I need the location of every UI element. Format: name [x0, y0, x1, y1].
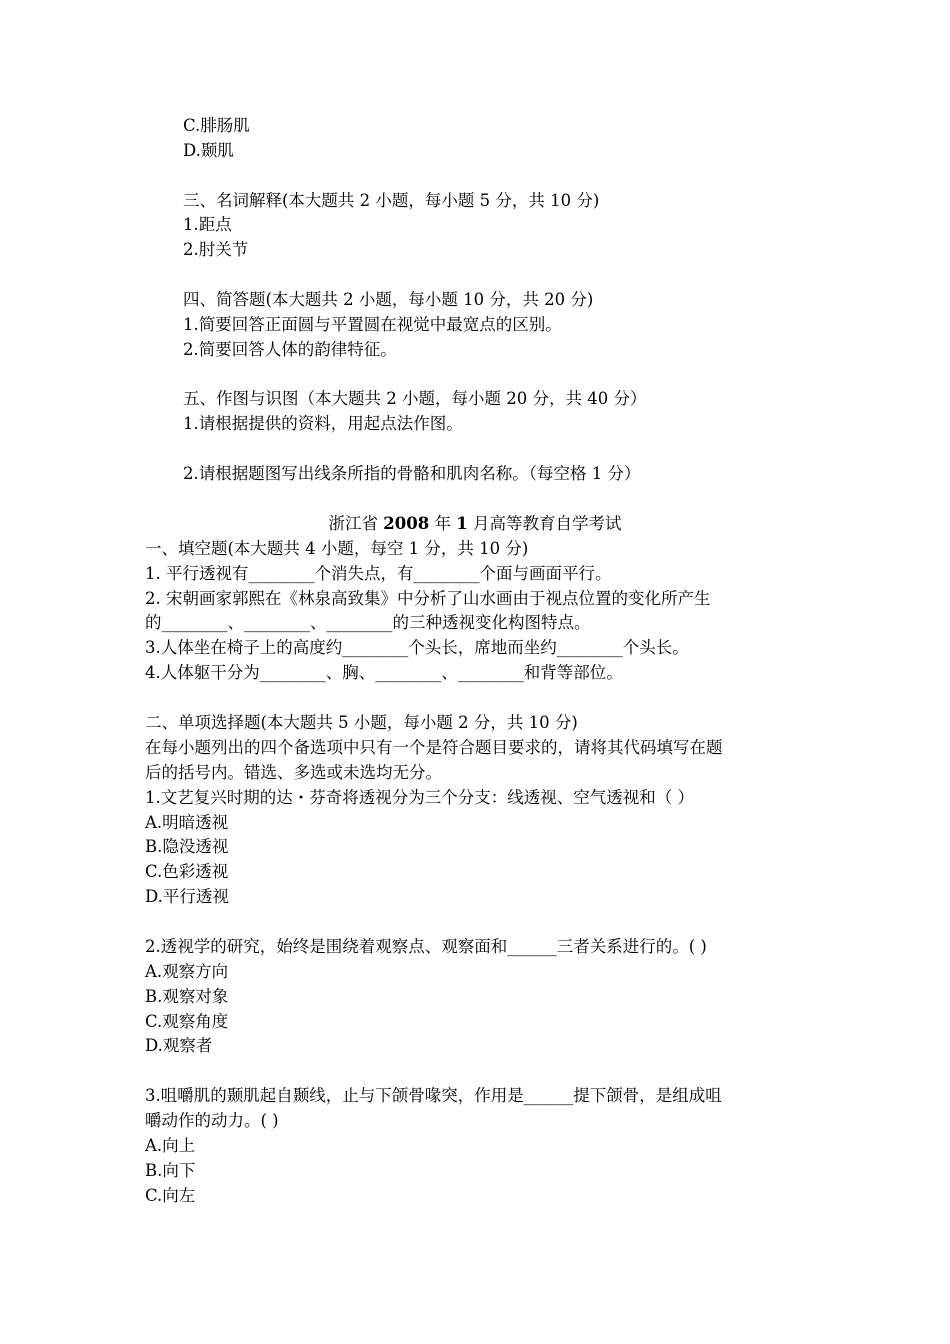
choice-q1-option-d: D.平行透视 — [145, 887, 229, 906]
choice-q1-option-a: A.明暗透视 — [145, 813, 229, 832]
choice-q1-option-c: C.色彩透视 — [145, 862, 229, 881]
exam-title-part-1: 浙江省 — [328, 514, 384, 533]
section-5-item-1: 1.请根据提供的资料，用起点法作图。 — [183, 414, 463, 433]
choice-q2-option-a: A.观察方向 — [145, 962, 229, 981]
choice-q3-line-2: 嚼动作的动力。( ) — [145, 1111, 279, 1130]
section-5-heading: 五、作图与识图（本大题共 2 小题，每小题 20 分，共 40 分） — [183, 389, 647, 408]
choice-q3-option-a: A.向上 — [145, 1136, 196, 1155]
fill-blank-q2-line-2: 的________、________、________的三种透视变化构图特点。 — [145, 613, 591, 632]
section-4-item-2: 2.简要回答人体的韵律特征。 — [183, 340, 397, 359]
choice-q1-option-b: B.隐没透视 — [145, 837, 229, 856]
choice-q2-option-c: C.观察角度 — [145, 1012, 229, 1031]
fill-blank-heading: 一、填空题(本大题共 4 小题，每空 1 分，共 10 分) — [145, 539, 529, 558]
section-5-item-2: 2.请根据题图写出线条所指的骨骼和肌肉名称。（每空格 1 分） — [183, 464, 641, 483]
choice-instructions-line-1: 在每小题列出的四个备选项中只有一个是符合题目要求的，请将其代码填写在题 — [145, 738, 723, 757]
choice-q3-line-1: 3.咀嚼肌的颞肌起自颞线，止与下颌骨喙突，作用是______提下颌骨，是组成咀 — [145, 1086, 722, 1105]
choice-q3-option-b: B.向下 — [145, 1161, 196, 1180]
choice-q1: 1.文艺复兴时期的达・芬奇将透视分为三个分支：线透视、空气透视和（ ） — [145, 788, 694, 807]
choice-q2-option-b: B.观察对象 — [145, 987, 229, 1006]
choice-heading: 二、单项选择题(本大题共 5 小题，每小题 2 分，共 10 分) — [145, 713, 578, 732]
fill-blank-q2-line-1: 2. 宋朝画家郭熙在《林泉高致集》中分析了山水画由于视点位置的变化所产生 — [145, 589, 711, 608]
section-3-item-2: 2.肘关节 — [183, 240, 249, 259]
choice-q3-option-c: C.向左 — [145, 1186, 196, 1205]
exam-title — [0, 512, 950, 536]
exam-title-month: 1 — [456, 514, 468, 533]
option-d-temporalis: D.颞肌 — [183, 141, 234, 160]
option-c-gastrocnemius: C.腓肠肌 — [183, 116, 250, 135]
exam-title-part-3: 月高等教育自学考试 — [467, 514, 622, 533]
section-3-item-1: 1.距点 — [183, 215, 232, 234]
fill-blank-q4: 4.人体躯干分为________、胸、________、________和背等部位。 — [145, 663, 623, 682]
section-4-heading: 四、简答题(本大题共 2 小题，每小题 10 分，共 20 分) — [183, 290, 594, 309]
exam-title-part-2: 年 — [429, 514, 457, 533]
choice-q2-option-d: D.观察者 — [145, 1036, 213, 1055]
section-4-item-1: 1.简要回答正面圆与平置圆在视觉中最宽点的区别。 — [183, 315, 562, 334]
fill-blank-q1: 1. 平行透视有________个消失点，有________个面与画面平行。 — [145, 564, 612, 583]
choice-instructions-line-2: 后的括号内。错选、多选或未选均无分。 — [145, 763, 442, 782]
fill-blank-q3: 3.人体坐在椅子上的高度约________个头长，席地而坐约________个头长。 — [145, 638, 689, 657]
choice-q2: 2.透视学的研究，始终是围绕着观察点、观察面和______三者关系进行的。( ) — [145, 937, 707, 956]
section-3-heading: 三、名词解释(本大题共 2 小题，每小题 5 分，共 10 分) — [183, 191, 600, 210]
exam-title-year: 2008 — [383, 514, 430, 533]
